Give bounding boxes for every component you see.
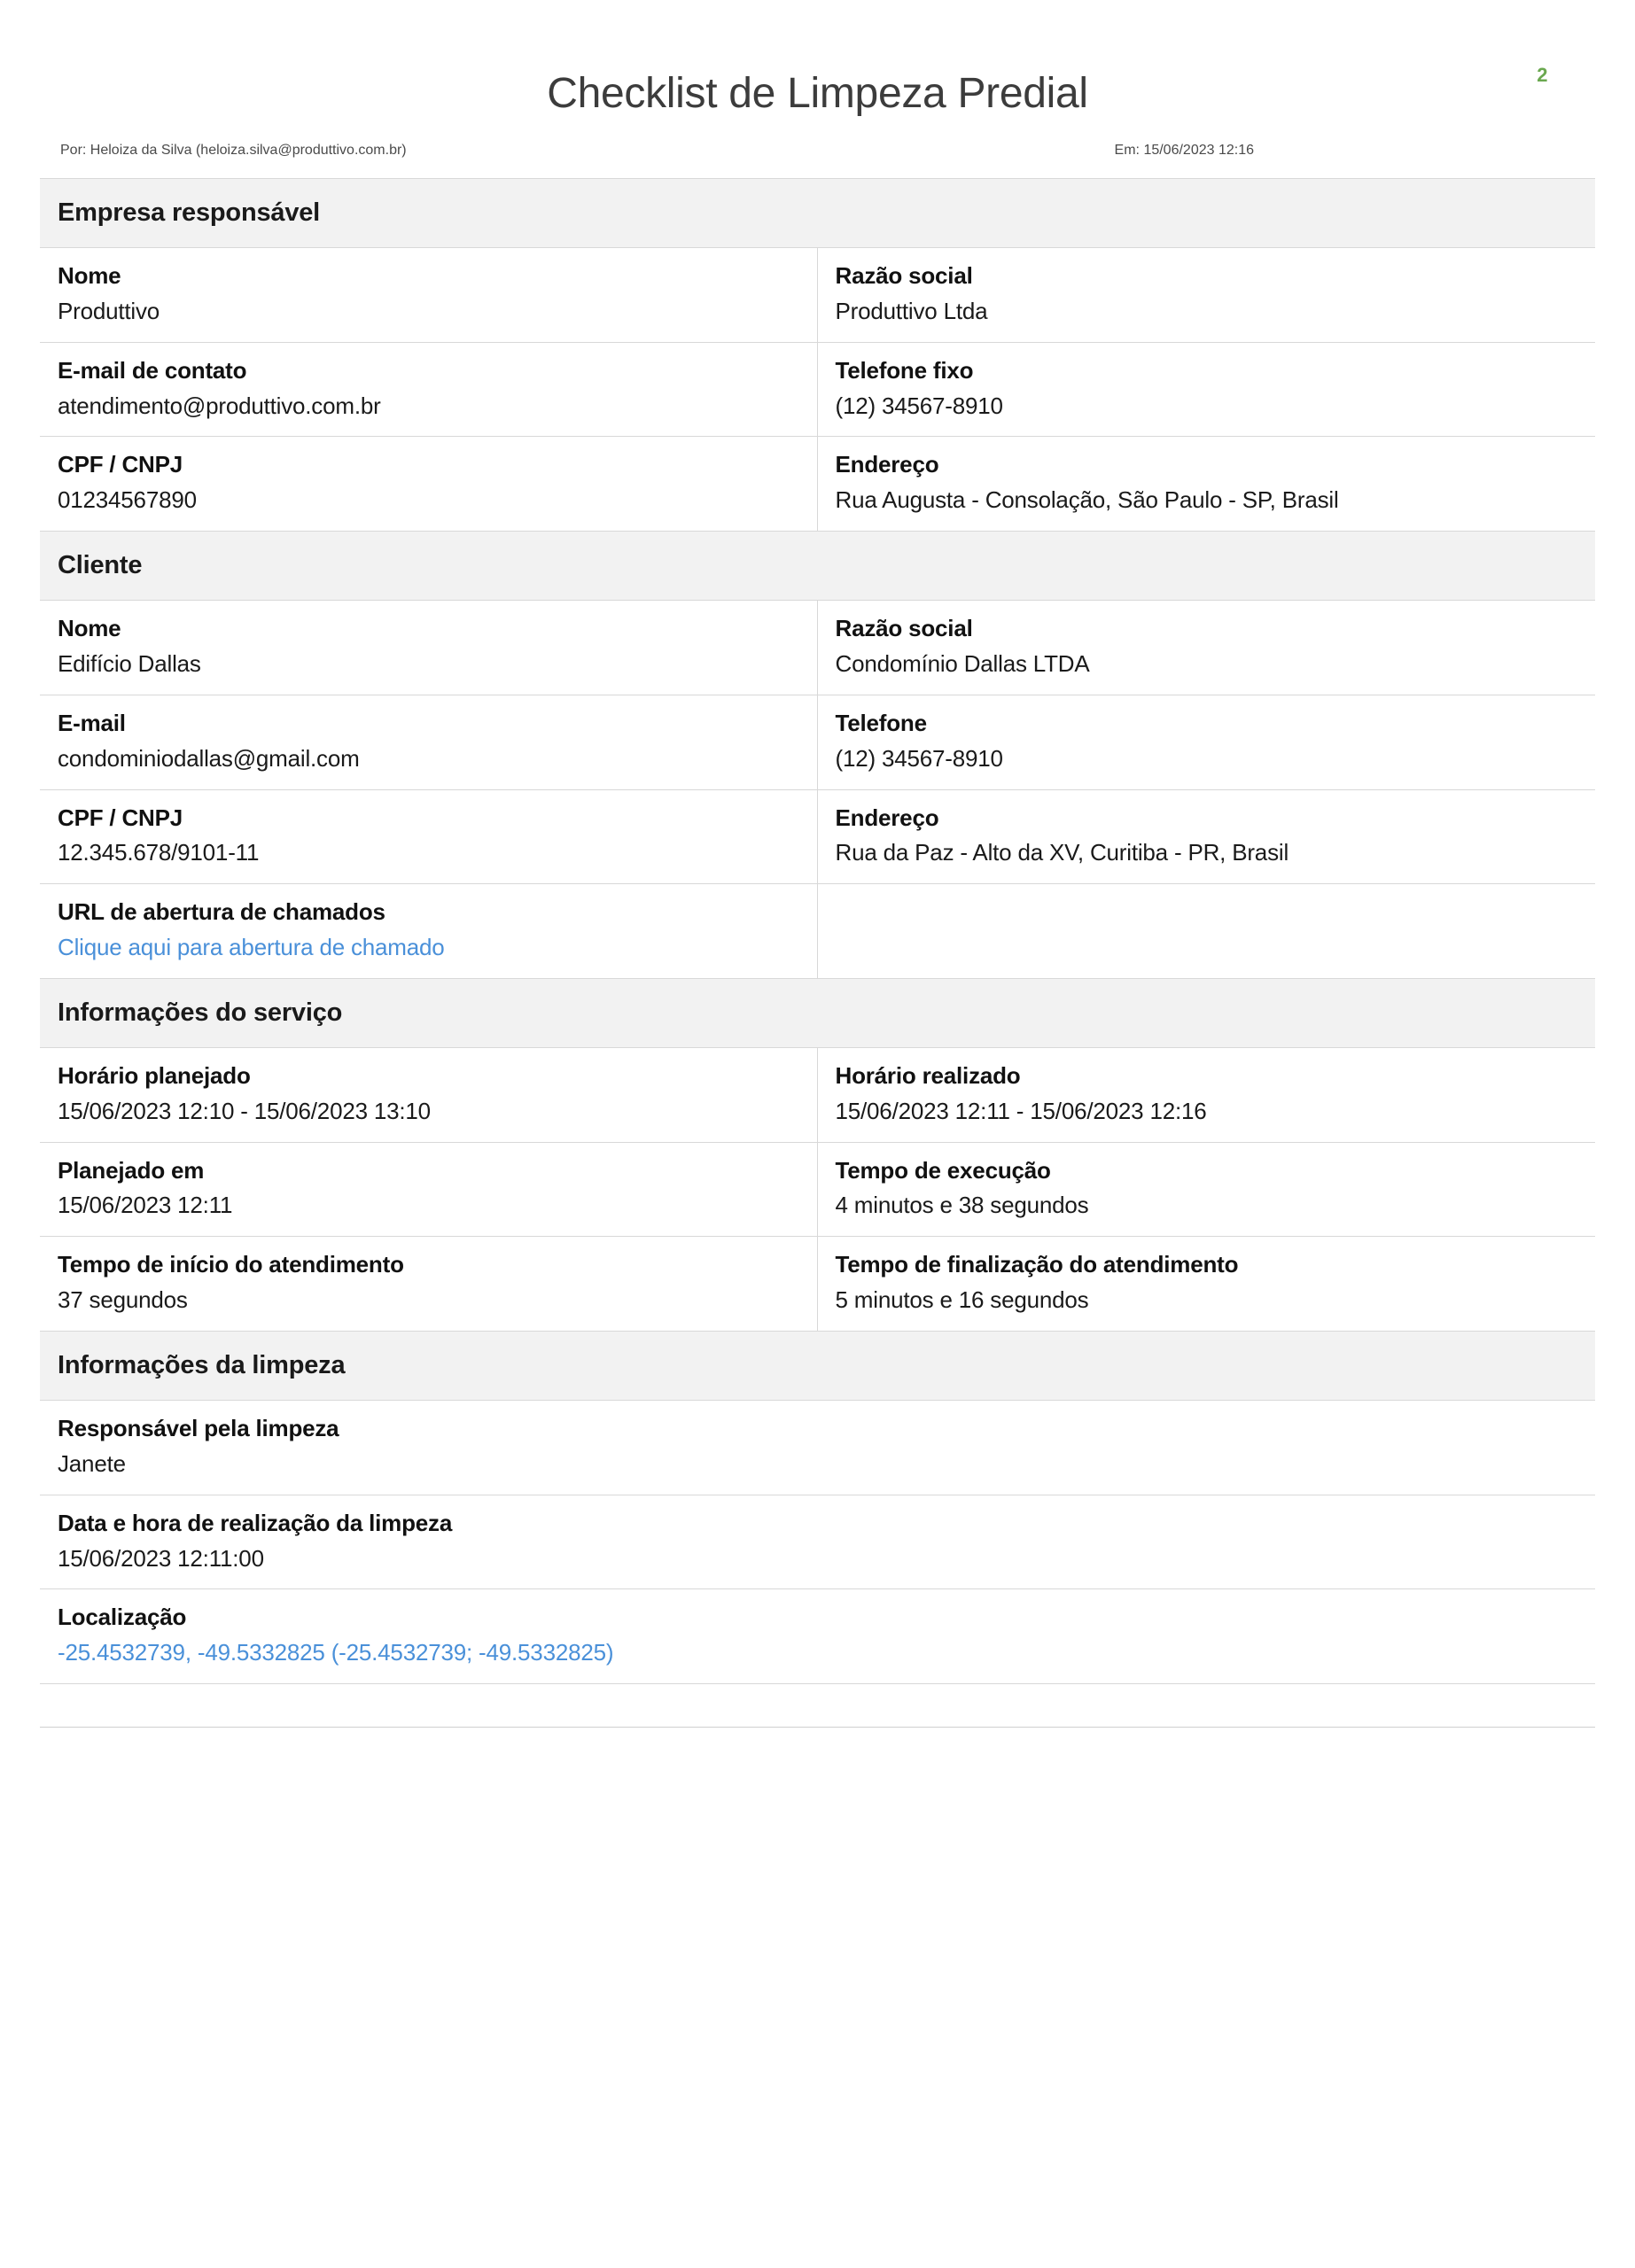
table-row bbox=[40, 884, 1595, 979]
table-row bbox=[40, 1589, 1595, 1684]
document-meta bbox=[0, 118, 1635, 159]
field-value: condominiodallas@gmail.com bbox=[58, 744, 360, 772]
field-label: Horário realizado bbox=[835, 1061, 1021, 1089]
section-header-cliente: Cliente bbox=[40, 532, 1595, 601]
field-value: Edifício Dallas bbox=[58, 649, 201, 677]
table-row bbox=[40, 790, 1595, 885]
field-label: Telefone bbox=[835, 709, 927, 736]
field-tempo-finalizacao-atendimento bbox=[818, 1237, 1596, 1331]
field-value: 01234567890 bbox=[58, 486, 197, 514]
field-value: Rua Augusta - Consolação, São Paulo - SP, Brasil bbox=[835, 486, 1339, 514]
field-url-chamados bbox=[40, 884, 818, 978]
field-planejado-em bbox=[40, 1143, 818, 1237]
field-label: Tempo de execução bbox=[835, 1156, 1051, 1184]
field-value: atendimento@produttivo.com.br bbox=[58, 392, 381, 419]
footer-divider bbox=[40, 1727, 1595, 1728]
table-row bbox=[40, 1401, 1595, 1495]
field-value: 4 minutos e 38 segundos bbox=[835, 1192, 1089, 1219]
field-label: E-mail de contato bbox=[58, 356, 247, 384]
table-row bbox=[40, 437, 1595, 532]
table-row bbox=[40, 343, 1595, 438]
field-razao-social-empresa bbox=[818, 248, 1596, 342]
field-label: Telefone fixo bbox=[835, 356, 974, 384]
table-row bbox=[40, 248, 1595, 343]
table-row bbox=[40, 1495, 1595, 1590]
field-email-contato bbox=[40, 343, 818, 437]
page-number: 2 bbox=[1537, 64, 1548, 86]
field-label: Endereço bbox=[835, 451, 939, 478]
field-label: URL de abertura de chamados bbox=[58, 898, 385, 926]
field-label: Planejado em bbox=[58, 1156, 205, 1184]
section-header-limpeza: Informações da limpeza bbox=[40, 1332, 1595, 1401]
field-cpf-cnpj-cliente bbox=[40, 790, 818, 884]
field-label: Data e hora de realização da limpeza bbox=[58, 1509, 453, 1536]
field-localizacao bbox=[40, 1589, 1595, 1683]
localizacao-link[interactable]: -25.4532739, -49.5332825 (-25.4532739; -49.5332825) bbox=[58, 1639, 614, 1666]
field-telefone-fixo bbox=[818, 343, 1596, 437]
field-empty bbox=[818, 884, 1596, 978]
table-row bbox=[40, 601, 1595, 695]
field-value: 15/06/2023 12:11 - 15/06/2023 12:16 bbox=[835, 1097, 1207, 1124]
field-value: 37 segundos bbox=[58, 1286, 188, 1314]
field-label: Endereço bbox=[835, 804, 939, 831]
abertura-chamado-link[interactable]: Clique aqui para abertura de chamado bbox=[58, 934, 445, 961]
field-razao-social-cliente bbox=[818, 601, 1596, 695]
field-telefone-cliente bbox=[818, 695, 1596, 789]
field-value: (12) 34567-8910 bbox=[835, 392, 1003, 419]
page-title: Checklist de Limpeza Predial bbox=[547, 70, 1088, 117]
field-value: Produttivo bbox=[58, 297, 160, 324]
field-label: Razão social bbox=[835, 262, 973, 289]
field-label: Responsável pela limpeza bbox=[58, 1415, 339, 1442]
table-row bbox=[40, 695, 1595, 790]
field-responsavel-limpeza bbox=[40, 1401, 1595, 1495]
field-label: Nome bbox=[58, 262, 121, 289]
section-header-empresa: Empresa responsável bbox=[40, 179, 1595, 248]
field-value: 15/06/2023 12:11 bbox=[58, 1192, 233, 1219]
field-endereco-cliente bbox=[818, 790, 1596, 884]
field-value: (12) 34567-8910 bbox=[835, 744, 1003, 772]
field-tempo-execucao bbox=[818, 1143, 1596, 1237]
field-value: 15/06/2023 12:11:00 bbox=[58, 1544, 264, 1572]
field-label: Horário planejado bbox=[58, 1061, 251, 1089]
field-endereco-empresa bbox=[818, 437, 1596, 531]
date-line: Em: 15/06/2023 12:16 bbox=[1114, 143, 1254, 158]
field-data-hora-limpeza bbox=[40, 1495, 1595, 1589]
field-value: 5 minutos e 16 segundos bbox=[835, 1286, 1089, 1314]
field-email-cliente bbox=[40, 695, 818, 789]
field-cpf-cnpj-empresa bbox=[40, 437, 818, 531]
field-value: 15/06/2023 12:10 - 15/06/2023 13:10 bbox=[58, 1097, 431, 1124]
field-value: 12.345.678/9101-11 bbox=[58, 839, 260, 866]
field-nome-cliente bbox=[40, 601, 818, 695]
field-label: Tempo de início do atendimento bbox=[58, 1251, 404, 1278]
field-label: CPF / CNPJ bbox=[58, 804, 183, 831]
field-nome-empresa bbox=[40, 248, 818, 342]
author-line: Por: Heloiza da Silva (heloiza.silva@produttivo.com.br) bbox=[60, 143, 407, 158]
field-value: Rua da Paz - Alto da XV, Curitiba - PR, Brasil bbox=[835, 839, 1289, 866]
document-content bbox=[40, 178, 1595, 1684]
field-value: Condomínio Dallas LTDA bbox=[835, 649, 1090, 677]
field-horario-realizado bbox=[818, 1048, 1596, 1142]
field-label: Tempo de finalização do atendimento bbox=[835, 1251, 1239, 1278]
field-horario-planejado bbox=[40, 1048, 818, 1142]
field-tempo-inicio-atendimento bbox=[40, 1237, 818, 1331]
table-row bbox=[40, 1143, 1595, 1238]
field-label: Localização bbox=[58, 1604, 187, 1631]
field-label: CPF / CNPJ bbox=[58, 451, 183, 478]
field-label: E-mail bbox=[58, 709, 126, 736]
field-label: Nome bbox=[58, 615, 121, 642]
table-row bbox=[40, 1048, 1595, 1143]
field-label: Razão social bbox=[835, 615, 973, 642]
field-value: Janete bbox=[58, 1449, 126, 1477]
field-value: Produttivo Ltda bbox=[835, 297, 988, 324]
table-row bbox=[40, 1237, 1595, 1332]
section-header-servico: Informações do serviço bbox=[40, 979, 1595, 1048]
